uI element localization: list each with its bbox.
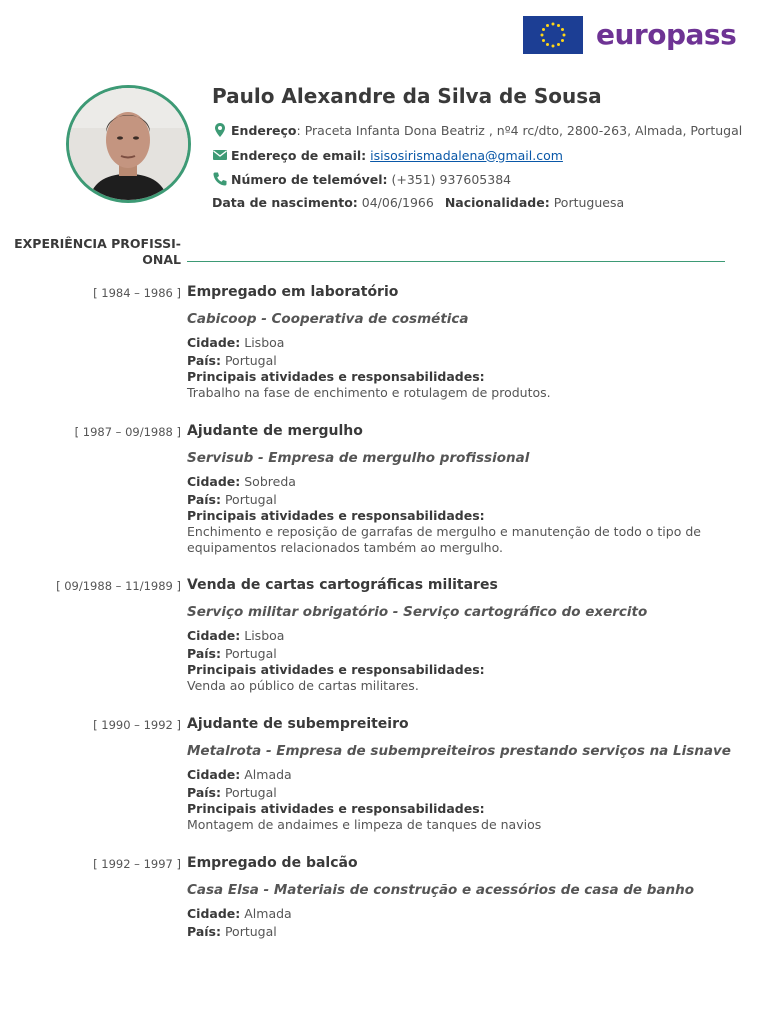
section-title-line1: EXPERIÊNCIA PROFISSI-	[14, 236, 181, 251]
job-city	[187, 628, 284, 644]
section-divider	[187, 261, 725, 262]
job-employer: Cabicoop - Cooperativa de cosmética	[187, 311, 469, 327]
city-label: Cidade:	[187, 906, 241, 921]
country-label: País:	[187, 924, 221, 939]
job-activities-label: Principais atividades e responsabilidades:	[187, 369, 485, 384]
city-label: Cidade:	[187, 335, 241, 350]
job-country	[187, 646, 277, 662]
address-label: Endereço	[231, 122, 297, 138]
job-date: [ 1987 – 09/1988 ]	[74, 425, 181, 439]
country-value: Portugal	[224, 353, 277, 368]
job-description: Trabalho na fase de enchimento e rotulagem de produtos.	[187, 385, 551, 400]
country-value: Portugal	[224, 646, 277, 661]
job-employer: Serviço militar obrigatório - Serviço cartográfico do exercito	[187, 604, 648, 620]
eu-flag-icon	[523, 16, 583, 54]
job-activities-label: Principais atividades e responsabilidades:	[187, 508, 485, 523]
country-value: Portugal	[224, 924, 277, 939]
country-label: País:	[187, 785, 221, 800]
job-date: [ 1984 – 1986 ]	[93, 286, 181, 300]
job-city	[187, 474, 296, 490]
job-title: Empregado em laboratório	[187, 284, 399, 300]
city-label: Cidade:	[187, 474, 241, 489]
city-value: Almada	[244, 767, 292, 782]
profile-photo	[66, 85, 191, 203]
phone-icon	[212, 171, 228, 187]
phone-value: (+351) 937605384	[391, 171, 512, 187]
email-link[interactable]: isisosirismadalena@gmail.com	[370, 147, 563, 163]
job-date: [ 09/1988 – 11/1989 ]	[56, 579, 181, 593]
address-value: : Praceta Infanta Dona Beatriz , nº4 rc/dto, 2800-263, Almada, Portugal	[296, 122, 743, 138]
phone-row	[212, 171, 511, 187]
job-employer: Casa Elsa - Materiais de construção e acessórios de casa de banho	[187, 882, 695, 898]
phone-label: Número de telemóvel:	[231, 171, 388, 187]
birth-value: 04/06/1966	[361, 195, 434, 210]
section-title-experience	[10, 236, 181, 268]
city-label: Cidade:	[187, 767, 241, 782]
birth-nationality-row	[212, 195, 624, 210]
email-label: Endereço de email:	[231, 147, 367, 163]
nationality-label: Nacionalidade:	[444, 195, 550, 210]
europass-logo	[523, 16, 736, 54]
country-label: País:	[187, 492, 221, 507]
job-date: [ 1992 – 1997 ]	[93, 857, 181, 871]
nationality-value: Portuguesa	[553, 195, 625, 210]
country-label: País:	[187, 353, 221, 368]
email-icon	[212, 147, 228, 163]
country-label: País:	[187, 646, 221, 661]
location-pin-icon	[212, 122, 228, 138]
country-value: Portugal	[224, 785, 277, 800]
country-value: Portugal	[224, 492, 277, 507]
job-title: Ajudante de subempreiteiro	[187, 716, 409, 732]
person-name: Paulo Alexandre da Silva de Sousa	[212, 84, 602, 108]
job-title: Ajudante de mergulho	[187, 423, 363, 439]
job-date: [ 1990 – 1992 ]	[93, 718, 181, 732]
job-city	[187, 335, 284, 351]
job-title: Venda de cartas cartográficas militares	[187, 577, 498, 593]
job-activities-label: Principais atividades e responsabilidades:	[187, 801, 485, 816]
email-row	[212, 147, 563, 163]
job-employer: Servisub - Empresa de mergulho profissional	[187, 450, 530, 466]
section-title-line2: ONAL	[142, 252, 181, 267]
job-country	[187, 924, 277, 940]
city-value: Lisboa	[244, 335, 285, 350]
logo-text: europass	[596, 18, 737, 51]
city-value: Sobreda	[244, 474, 296, 489]
job-country	[187, 785, 277, 801]
job-description: Montagem de andaimes e limpeza de tanques de navios	[187, 817, 542, 832]
job-country	[187, 353, 277, 369]
job-country	[187, 492, 277, 508]
city-value: Almada	[244, 906, 292, 921]
job-city	[187, 767, 292, 783]
city-label: Cidade:	[187, 628, 241, 643]
job-description: Enchimento e reposição de garrafas de mergulho e manutenção de todo o tipo de equipamentos relacionados também ao mergulho.	[187, 524, 701, 555]
address-row	[212, 122, 742, 138]
job-activities-label: Principais atividades e responsabilidades:	[187, 662, 485, 677]
job-employer: Metalrota - Empresa de subempreiteiros prestando serviços na Lisnave	[187, 743, 731, 759]
job-title: Empregado de balcão	[187, 855, 358, 871]
job-city	[187, 906, 292, 922]
birth-label: Data de nascimento:	[212, 195, 358, 210]
city-value: Lisboa	[244, 628, 285, 643]
job-description: Venda ao público de cartas militares.	[187, 678, 419, 693]
